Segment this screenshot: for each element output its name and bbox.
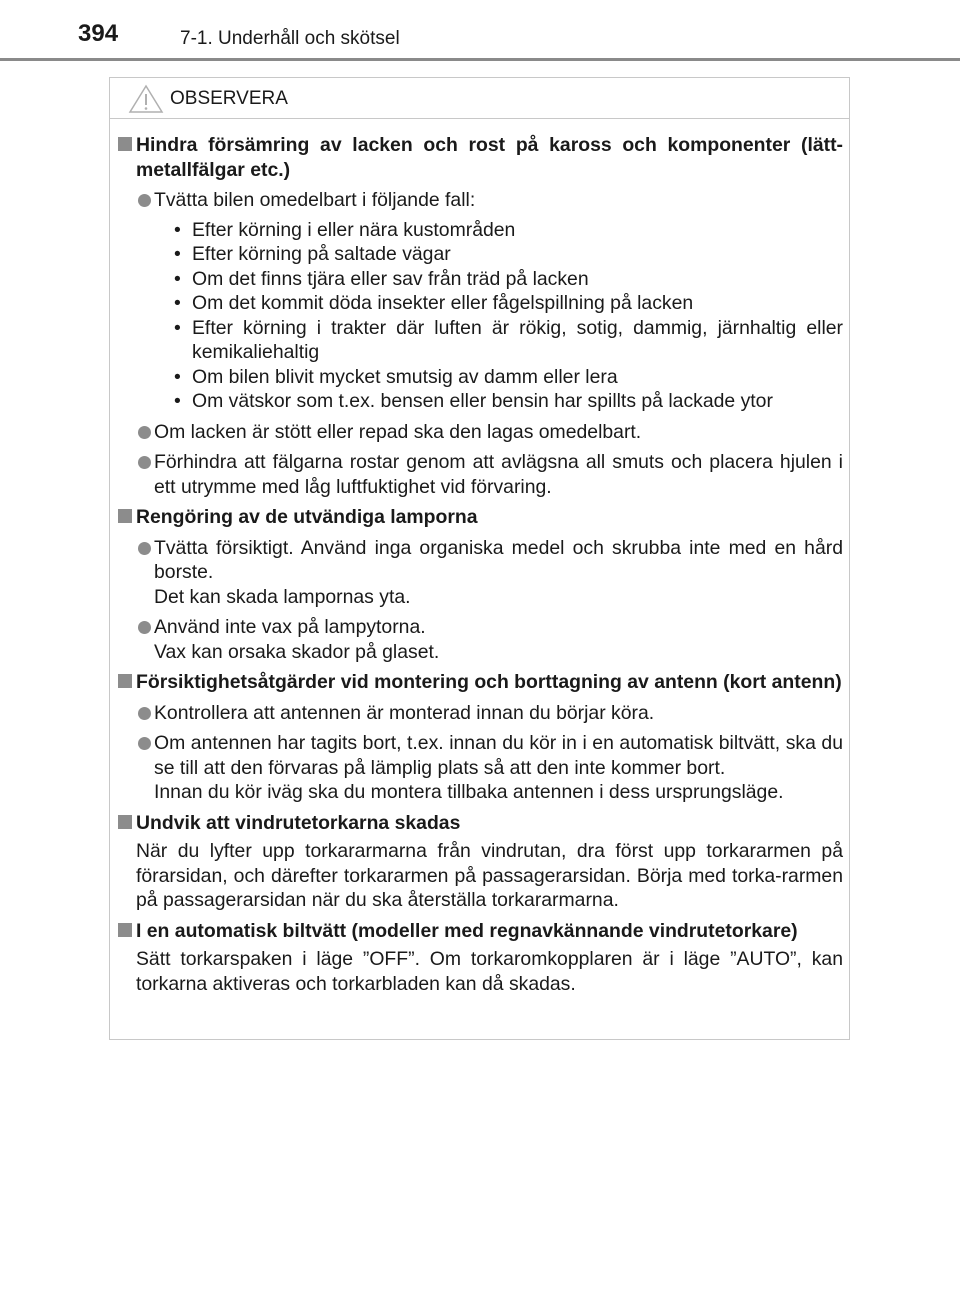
circle-bullet-icon — [138, 542, 151, 555]
list-item — [136, 701, 843, 726]
item-note: Det kan skada lampornas yta. — [154, 585, 411, 608]
square-bullet-icon — [118, 509, 132, 523]
list-item — [136, 536, 843, 610]
square-bullet-icon — [118, 137, 132, 151]
warning-triangle-icon — [128, 84, 164, 114]
list-item — [136, 420, 843, 445]
list-item — [136, 731, 843, 805]
notice-header — [110, 78, 849, 119]
circle-bullet-icon — [138, 426, 151, 439]
circle-bullet-icon — [138, 707, 151, 720]
page-number: 394 — [78, 20, 119, 47]
sub-item: • Efter körning i trakter där luften är rökig, sotig, dammig, järnhaltig eller kemikaliehaltig — [174, 316, 843, 363]
circle-bullet-icon — [138, 621, 151, 634]
section-heading: Undvik att vindrutetorkarna skadas — [136, 811, 461, 834]
section-lamps — [110, 505, 851, 664]
notice-box — [109, 77, 850, 1040]
section-paragraph: Sätt torkarspaken i läge ”OFF”. Om torkaromkopplaren är i läge ”AUTO”, kan torkarna aktiveras och torkarbladen kan då skadas. — [136, 948, 843, 995]
page-header — [0, 0, 960, 62]
sub-item: • Efter körning på saltade vägar — [174, 243, 451, 265]
list-item — [136, 188, 843, 414]
section-heading: I en automatisk biltvätt (modeller med regnavkännande vindrutetorkare) — [136, 919, 798, 942]
notice-title: OBSERVERA — [170, 88, 288, 109]
sub-item: • Om det kommit döda insekter eller fågelspillning på lacken — [174, 292, 694, 314]
item-text: Tvätta försiktigt. Använd inga organiska medel och skrubba inte med en hård borste. — [154, 536, 843, 583]
notice-content — [110, 133, 851, 1002]
section-heading: Hindra försämring av lacken och rost på kaross och komponenter (lätt-metallfälgar etc.) — [136, 134, 843, 181]
circle-bullet-icon — [138, 456, 151, 469]
section-antenna — [110, 670, 851, 805]
section-heading: Rengöring av de utvändiga lamporna — [136, 506, 478, 528]
sub-item: • Om bilen blivit mycket smutsig av damm eller lera — [174, 365, 618, 388]
list-item — [136, 615, 843, 664]
sub-item: • Efter körning i eller nära kustområden — [174, 218, 516, 241]
section-paragraph: När du lyfter upp torkararmarna från vindrutan, dra först upp torkararmen på förarsidan, och därefter torkararmen på passagerarsidan. Börja med torka-rarmen på passagerarsidan när du ska återställa torkararmarna. — [136, 840, 843, 911]
section-car-wash — [110, 919, 851, 997]
section-title: 7-1. Underhåll och skötsel — [180, 28, 400, 49]
item-text: Om lacken är stött eller repad ska den lagas omedelbart. — [154, 420, 642, 443]
circle-bullet-icon — [138, 194, 151, 207]
square-bullet-icon — [118, 923, 132, 937]
list-item — [136, 450, 843, 499]
section-wipers — [110, 811, 851, 913]
sub-list — [154, 218, 843, 414]
section-paint-rust — [110, 133, 851, 499]
square-bullet-icon — [118, 674, 132, 688]
item-text: Kontrollera att antennen är monterad innan du börjar köra. — [154, 701, 655, 724]
section-heading: Försiktighetsåtgärder vid montering och borttagning av antenn (kort antenn) — [136, 671, 842, 693]
item-text: Använd inte vax på lampytorna. — [154, 616, 426, 638]
circle-bullet-icon — [138, 737, 151, 750]
item-text: Om antennen har tagits bort, t.ex. innan du kör in i en automatisk biltvätt, ska du se till att den förvaras på lämplig plats så att den inte kommer bort. — [154, 732, 843, 779]
square-bullet-icon — [118, 815, 132, 829]
sub-item: • Om det finns tjära eller sav från träd på lacken — [174, 267, 589, 290]
item-note: Vax kan orsaka skador på glaset. — [154, 640, 440, 663]
header-divider — [0, 58, 960, 61]
item-note: Innan du kör iväg ska du montera tillbaka antennen i dess ursprungsläge. — [154, 781, 784, 803]
item-text: Tvätta bilen omedelbart i följande fall: — [154, 189, 476, 211]
sub-item: • Om vätskor som t.ex. bensen eller bensin har spillts på lackade ytor — [174, 390, 773, 412]
item-text: Förhindra att fälgarna rostar genom att avlägsna all smuts och placera hjulen i ett utrymme med låg luftfuktighet vid förvaring. — [154, 451, 843, 498]
